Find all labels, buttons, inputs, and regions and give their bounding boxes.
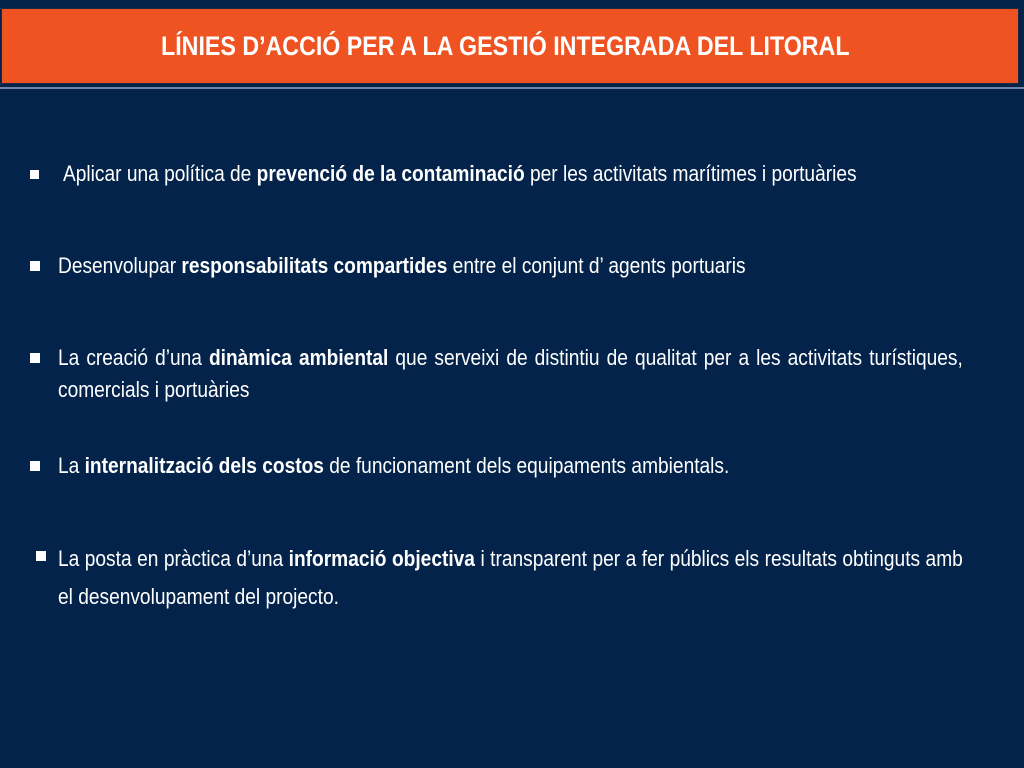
bullet-text [63, 158, 968, 190]
bullet-text [58, 250, 963, 282]
bullet-text-normal: entre el conjunt d’ agents portuaris [447, 253, 746, 278]
square-bullet-icon [30, 170, 39, 179]
bullet-text [58, 342, 963, 406]
bullet-text-normal: i transparent per a fer públics els resultats obtinguts amb el desenvolupament del projecto. [58, 546, 963, 609]
title-bar [1, 8, 1019, 84]
bullet-text-bold: internalització dels costos [84, 453, 324, 478]
bullet-text-bold: informació objectiva [288, 546, 475, 571]
bullet-text-normal: La posta en pràctica d’una [58, 546, 289, 571]
list-item [36, 540, 963, 616]
bullet-text-bold: dinàmica ambiental [208, 345, 389, 370]
bullet-text-normal: Aplicar una política de [63, 161, 257, 186]
bullet-text-normal: de funcionament dels equipaments ambientals. [323, 453, 730, 478]
bullet-text [58, 450, 963, 482]
bullet-text-bold: responsabilitats compartides [181, 253, 448, 278]
title-divider [0, 87, 1024, 89]
square-bullet-icon [30, 261, 40, 271]
bullet-text-normal: per les activitats marítimes i portuàries [524, 161, 857, 186]
bullet-text-normal: Desenvolupar [58, 253, 182, 278]
bullet-text-normal: que serveixi de distintiu de qualitat per a les activitats turístiques, comercials i portuàries [58, 345, 963, 402]
square-bullet-icon [30, 461, 40, 471]
list-item [30, 342, 963, 406]
list-item [30, 250, 950, 282]
list-item [30, 450, 950, 482]
bullet-text-bold: prevenció de la contaminació [256, 161, 525, 186]
square-bullet-icon [30, 353, 40, 363]
bullet-text [58, 540, 963, 616]
slide-title: LÍNIES D’ACCIÓ PER A LA GESTIÓ INTEGRADA DEL LITORAL [160, 30, 850, 61]
bullet-text-normal: La creació d’una [58, 345, 209, 370]
bullet-text-normal: La [58, 453, 85, 478]
list-item [30, 158, 950, 190]
square-bullet-icon [36, 551, 46, 561]
